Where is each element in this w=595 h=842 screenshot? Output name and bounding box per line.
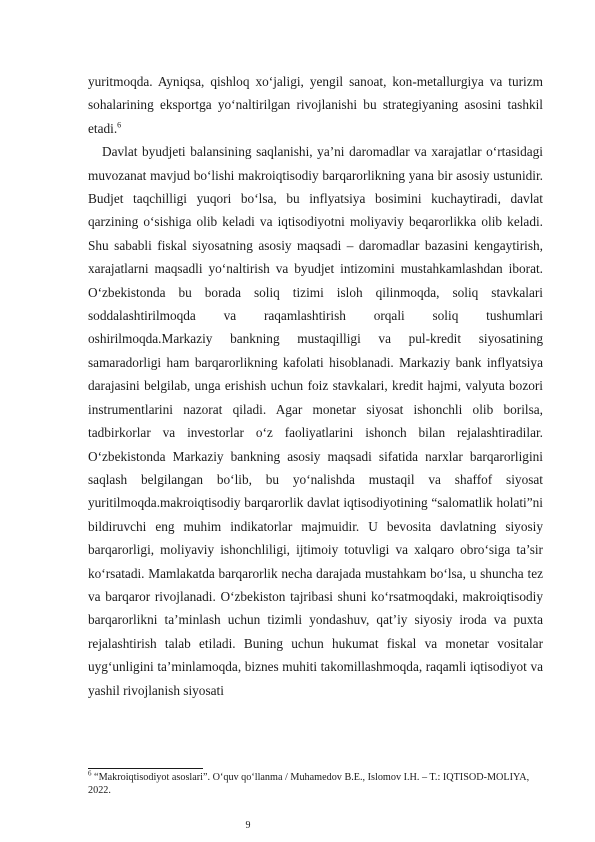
footnote-reference[interactable]: 6	[117, 120, 122, 130]
footnote-text: “Makroiqtisodiyot asoslari”. O‘quv qo‘llanma / Muhamedov B.E., Islomov I.H. – T.: IQTISOD-MOLIYA, 2022.	[88, 772, 530, 796]
footnote-divider	[88, 768, 203, 769]
paragraph-1-text: yuritmoqda. Ayniqsa, qishloq xo‘jaligi, yengil sanoat, kon-metallurgiya va turizm sohalarining eksportga yo‘naltirilgan rivojlanishi bu strategiyaning asosini tashkil etadi.	[88, 74, 543, 136]
body-text	[88, 70, 543, 702]
paragraph-1	[88, 70, 543, 140]
footnote	[88, 771, 543, 797]
footnote-marker: 6	[88, 769, 92, 778]
page-number: 9	[245, 820, 251, 831]
paragraph-2: Davlat byudjeti balansining saqlanishi, ya’ni daromadlar va xarajatlar o‘rtasidagi muvozanat mavjud bo‘lishi makroiqtisodiy barqarorlikning yana bir asosiy ustunidir. Budjet taqchilligi yuqori bo‘lsa, bu inflyatsiya bosimini kuchaytiradi, davlat qarzining o‘sishiga olib keladi va iqtisodiyotni moliyaviy beqarorlikka olib keladi. Shu sababli fiskal siyosatning asosiy maqsadi – daromadlar bazasini kengaytirish, xarajatlarni maqsadli yo‘naltirish va byudjet intizomini mustahkamlashdan iborat. O‘zbekistonda bu borada soliq tizimi isloh qilinmoqda, soliq stavkalari soddalashtirilmoqda va raqamlashtirish orqali soliq tushumlari oshirilmoqda.Markaziy bankning mustaqilligi va pul-kredit siyosatining samaradorligi ham barqarorlikning kafolati hisoblanadi. Markaziy bank inflyatsiya darajasini belgilab, unga erishish uchun foiz stavkalari, kredit hajmi, valyuta bozori instrumentlarini nazorat qiladi. Agar monetar siyosat ishonchli olib borilsa, tadbirkorlar va investorlar o‘z faoliyatlarini ishonch bilan rejalashtiradilar. O‘zbekistonda Markaziy bankning asosiy maqsadi sifatida narxlar barqarorligini saqlash belgilangan bo‘lib, bu yo‘nalishda mustaqil va shaffof siyosat yuritilmoqda.makroiqtisodiy barqarorlik davlat iqtisodiyotining “salomatlik holati”ni bildiruvchi eng muhim indikatorlar majmuidir. U bevosita davlatning siyosiy barqarorligi, moliyaviy ishonchliligi, ijtimoiy totuvligi va xalqaro obro‘siga ta’sir ko‘rsatadi. Mamlakatda barqarorlik necha darajada mustahkam bo‘lsa, u shuncha tez va barqaror rivojlanadi. O‘zbekiston tajribasi shuni ko‘rsatmoqdaki, makroiqtisodiy barqarorlikni ta’minlash uchun tizimli yondashuv, qat’iy siyosiy iroda va puxta rejalashtirish talab etiladi. Buning uchun hukumat fiskal va monetar vositalar uyg‘unligini ta’minlamoqda, biznes muhiti takomillashmoqda, raqamli iqtisodiyot va yashil rivojlanish siyosati	[88, 144, 543, 698]
